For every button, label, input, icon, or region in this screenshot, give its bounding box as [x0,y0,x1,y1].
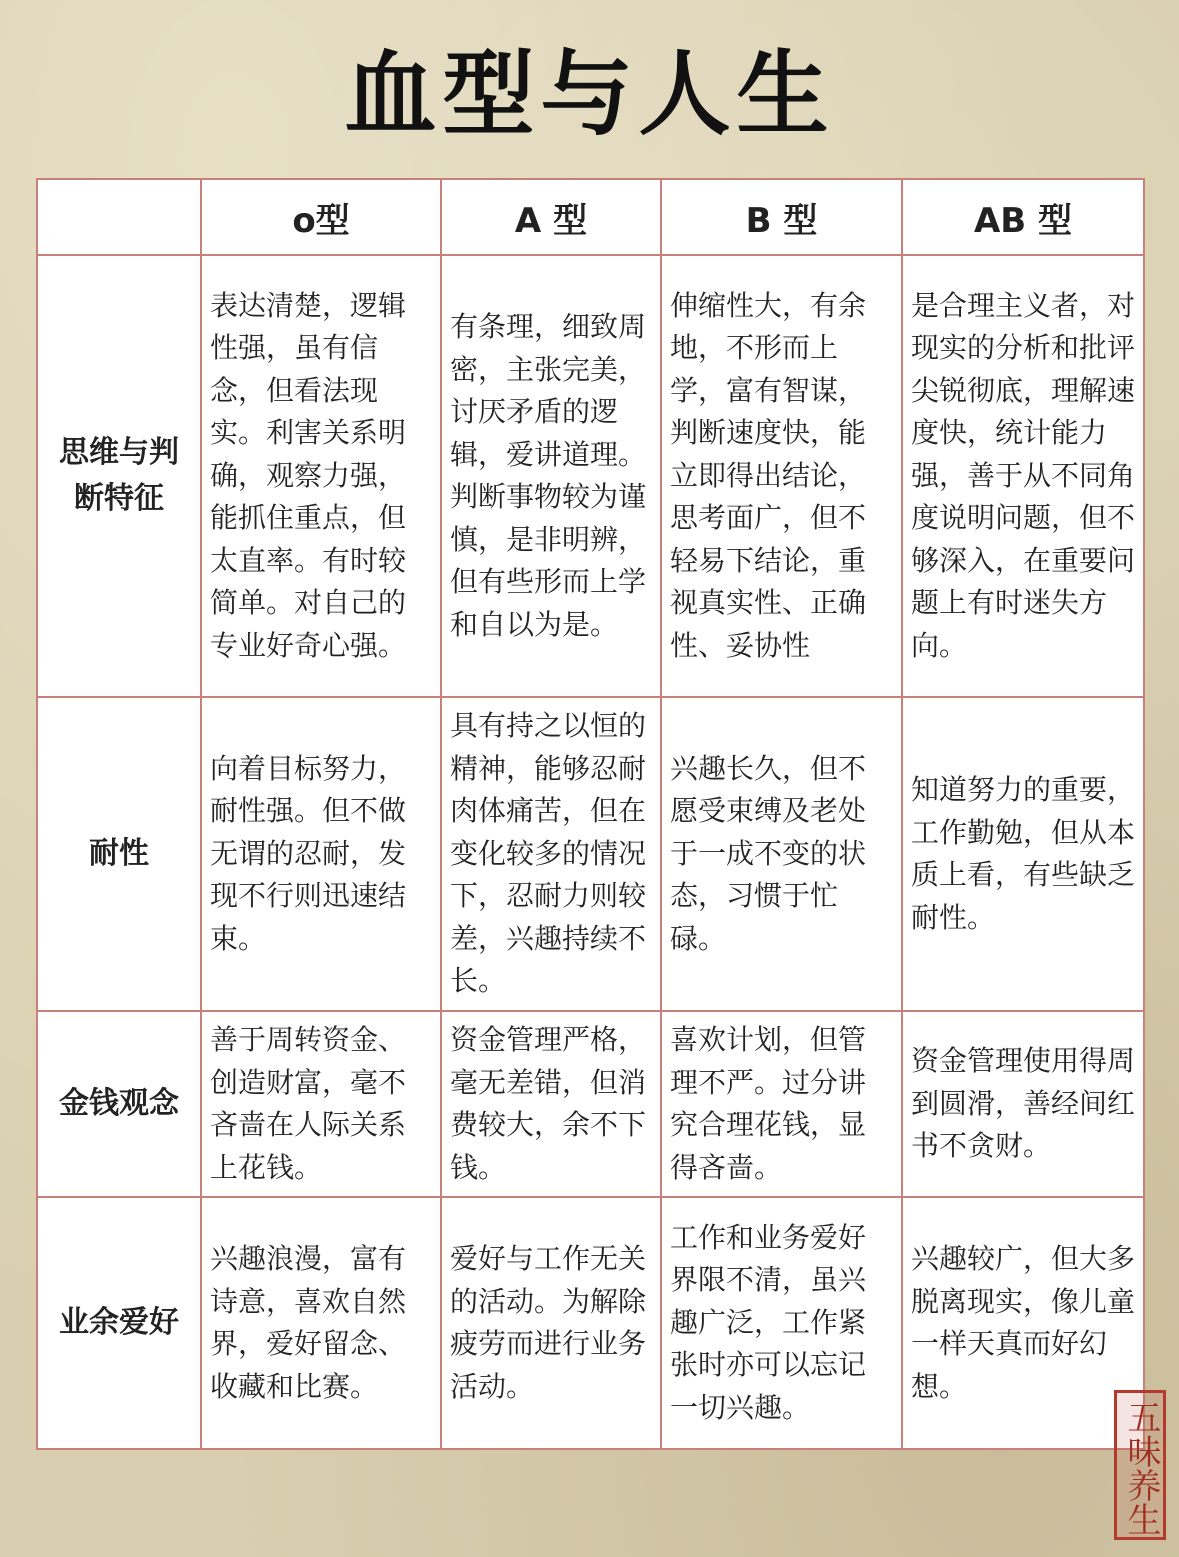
header-corner [37,179,201,255]
cell-hobby-a: 爱好与工作无关的活动。为解除疲劳而进行业务活动。 [441,1197,661,1449]
header-type-ab: AB 型 [902,179,1144,255]
cell-patience-a: 具有持之以恒的精神，能够忍耐肉体痛苦，但在变化较多的情况下，忍耐力则较差，兴趣持续不长。 [441,697,661,1011]
row-label-money: 金钱观念 [37,1011,201,1197]
header-type-a: A 型 [441,179,661,255]
row-label-thinking: 思维与判断特征 [37,255,201,697]
cell-hobby-ab: 兴趣较广，但大多脱离现实，像儿童一样天真而好幻想。 [902,1197,1144,1449]
header-type-b: B 型 [661,179,902,255]
table-row [37,1197,1144,1449]
table-row [37,255,1144,697]
header-row [37,179,1144,255]
table-row [37,1011,1144,1197]
cell-money-b: 喜欢计划，但管理不严。过分讲究合理花钱，显得吝啬。 [661,1011,902,1197]
cell-hobby-b: 工作和业务爱好界限不清，虽兴趣广泛，工作紧张时亦可以忘记一切兴趣。 [661,1197,902,1449]
cell-patience-ab: 知道努力的重要，工作勤勉，但从本质上看，有些缺乏耐性。 [902,697,1144,1011]
cell-thinking-o: 表达清楚，逻辑性强，虽有信念，但看法现实。利害关系明确，观察力强，能抓住重点，但太直率。有时较简单。对自己的专业好奇心强。 [201,255,441,697]
header-type-o: o型 [201,179,441,255]
cell-thinking-a: 有条理，细致周密，主张完美，讨厌矛盾的逻辑，爱讲道理。判断事物较为谨慎，是非明辨，但有些形而上学和自以为是。 [441,255,661,697]
seal-stamp: 五味养生 [1114,1390,1166,1540]
row-label-hobby: 业余爱好 [37,1197,201,1449]
cell-thinking-b: 伸缩性大，有余地，不形而上学，富有智谋，判断速度快，能立即得出结论，思考面广，但不轻易下结论，重视真实性、正确性、妥协性 [661,255,902,697]
cell-patience-b: 兴趣长久，但不愿受束缚及老处于一成不变的状态，习惯于忙碌。 [661,697,902,1011]
cell-money-a: 资金管理严格，毫无差错，但消费较大，余不下钱。 [441,1011,661,1197]
cell-thinking-ab: 是合理主义者，对现实的分析和批评尖锐彻底，理解速度快，统计能力强，善于从不同角度说明问题，但不够深入，在重要问题上有时迷失方向。 [902,255,1144,697]
cell-patience-o: 向着目标努力，耐性强。但不做无谓的忍耐，发现不行则迅速结束。 [201,697,441,1011]
cell-money-ab: 资金管理使用得周到圆滑，善经间红书不贪财。 [902,1011,1144,1197]
row-label-patience: 耐性 [37,697,201,1011]
page-title: 血型与人生 [344,41,835,148]
cell-hobby-o: 兴趣浪漫，富有诗意，喜欢自然界，爱好留念、收藏和比赛。 [201,1197,441,1449]
blood-type-table [36,178,1145,1450]
cell-money-o: 善于周转资金、创造财富，毫不吝啬在人际关系上花钱。 [201,1011,441,1197]
table-row [37,697,1144,1011]
